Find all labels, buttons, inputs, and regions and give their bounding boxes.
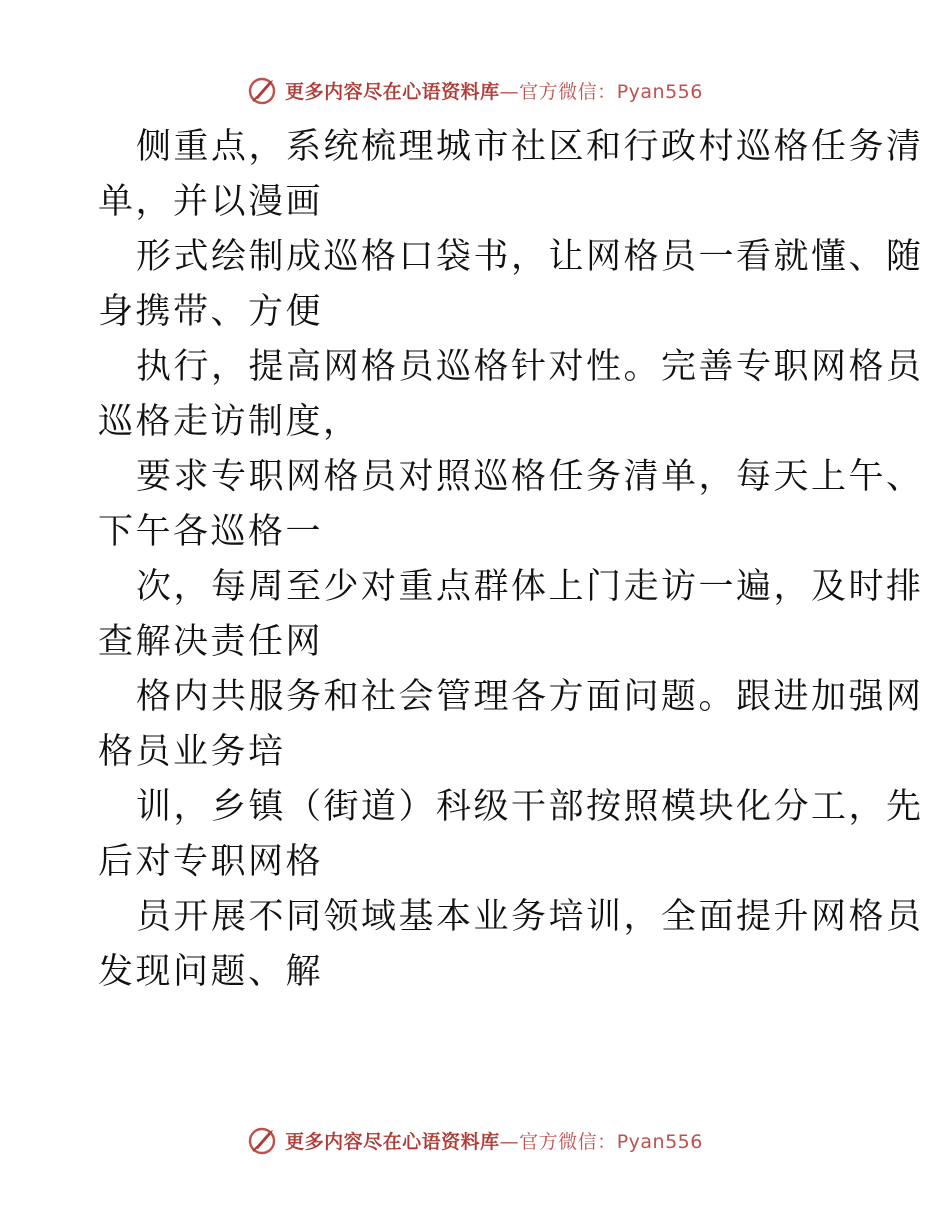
paragraph-continuation-line: 查解决责任网 [98,622,324,662]
header-banner [0,70,950,110]
paragraph-continuation-line: 格员业务培 [98,732,286,772]
paragraph-continuation-line: 巡格走访制度， [98,402,361,442]
paragraph-continuation-line: 下午各巡格一 [98,512,324,552]
quill-logo-icon [247,1124,279,1156]
paragraph-continuation-line: 单，并以漫画 [98,182,324,222]
document-body [98,120,924,1000]
header-banner-text [285,77,703,104]
paragraph [98,780,924,890]
paragraph [98,890,924,1000]
header-brand-text: 更多内容尽在心语资料库 [285,80,500,103]
footer-separator: — [499,1130,520,1153]
header-wechat-label: 官方微信： [519,80,617,103]
quill-logo-icon [247,74,279,106]
paragraph-first-line: 格内共服务和社会管理各方面问题。跟进加强网 [136,677,924,717]
footer-brand-text: 更多内容尽在心语资料库 [285,1130,500,1153]
header-separator: — [499,80,520,103]
paragraph [98,120,924,230]
footer-wechat-label: 官方微信： [519,1130,617,1153]
paragraph-first-line: 侧重点，系统梳理城市社区和行政村巡格任务清 [136,127,924,167]
paragraph [98,670,924,780]
footer-banner-text [285,1127,703,1154]
paragraph [98,340,924,450]
paragraph-continuation-line: 发现问题、解 [98,952,324,992]
paragraph-first-line: 次，每周至少对重点群体上门走访一遍，及时排 [136,567,924,607]
paragraph [98,230,924,340]
paragraph-continuation-line: 后对专职网格 [98,842,324,882]
paragraph-first-line: 员开展不同领域基本业务培训，全面提升网格员 [136,897,924,937]
paragraph-continuation-line: 身携带、方便 [98,292,324,332]
paragraph [98,560,924,670]
paragraph-first-line: 执行，提高网格员巡格针对性。完善专职网格员 [136,347,924,387]
paragraph-first-line: 形式绘制成巡格口袋书，让网格员一看就懂、随 [136,237,924,277]
paragraph [98,450,924,560]
header-wechat-id: Pyan556 [616,80,703,103]
paragraph-first-line: 训，乡镇（街道）科级干部按照模块化分工，先 [136,787,924,827]
footer-banner [0,1120,950,1160]
paragraph-first-line: 要求专职网格员对照巡格任务清单，每天上午、 [136,457,924,497]
footer-wechat-id: Pyan556 [616,1130,703,1153]
